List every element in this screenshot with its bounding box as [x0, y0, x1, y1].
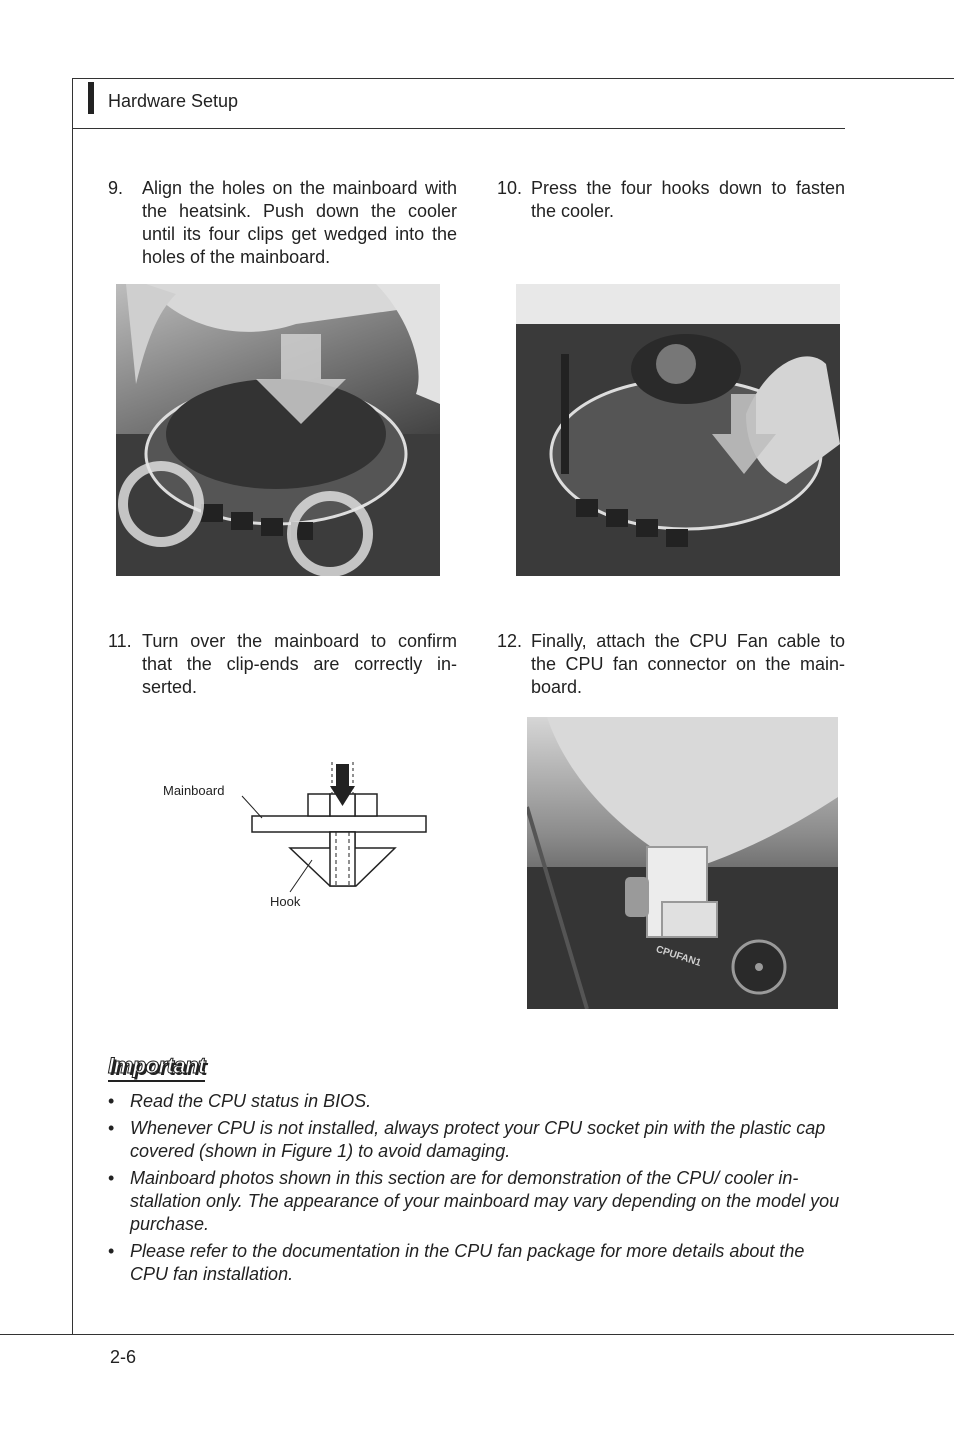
step-10	[497, 177, 845, 223]
header-marker	[88, 82, 94, 114]
step-12	[497, 630, 845, 699]
step-number: 12.	[497, 631, 523, 651]
left-rule	[72, 78, 73, 1335]
photo-fan-connector	[527, 717, 838, 1009]
photo-push-cooler	[116, 284, 440, 576]
list-item: • Whenever CPU is not installed, always protect your CPU socket pin with the plastic cap covered (shown in Figure 1) to avoid damaging.	[108, 1118, 826, 1161]
bullet-icon: •	[108, 1168, 115, 1188]
step-number: 11.	[108, 631, 132, 651]
step-text: Finally, attach the CPU Fan cable to the CPU fan connector on the main-board.	[531, 631, 845, 697]
list-item: • Mainboard photos shown in this section are for demonstration of the CPU/ cooler in-stallation only. The appearance of your mainboard may vary depending on the model you purchase.	[108, 1168, 840, 1234]
top-rule	[72, 78, 954, 79]
photo-press-hooks	[516, 284, 840, 576]
step-11	[108, 630, 457, 699]
bullet-icon: •	[108, 1091, 115, 1111]
photo-press-hooks-illustration	[516, 284, 840, 576]
bullet-icon: •	[108, 1241, 115, 1261]
step-9	[108, 177, 457, 269]
hook-diagram	[160, 758, 440, 918]
photo-fan-connector-illustration	[527, 717, 838, 1009]
step-text: Turn over the mainboard to confirm that the clip-ends are correctly in-serted.	[142, 631, 457, 697]
important-heading: Important	[108, 1053, 205, 1082]
cpufan-connector-label: CPUFAN1	[654, 944, 703, 969]
important-notes	[108, 1090, 845, 1290]
photo-push-cooler-illustration	[116, 284, 440, 576]
footer-rule	[0, 1334, 954, 1335]
section-title: Hardware Setup	[108, 91, 239, 111]
hook-label: Hook	[270, 894, 301, 909]
list-item: • Please refer to the documentation in the CPU fan package for more details about the CPU fan installation.	[108, 1241, 805, 1284]
list-item: • Read the CPU status in BIOS.	[108, 1091, 372, 1111]
step-number: 10.	[497, 178, 523, 198]
step-text: Align the holes on the mainboard with the heatsink. Push down the cooler until its four clips get wedged into the holes of the mainboard.	[142, 178, 457, 267]
header-rule	[72, 128, 845, 129]
step-number: 9.	[108, 178, 124, 198]
bullet-icon: •	[108, 1118, 115, 1138]
mainboard-label: Mainboard	[163, 783, 225, 798]
step-text: Press the four hooks down to fasten the cooler.	[531, 178, 845, 221]
page-number: 2-6	[110, 1347, 137, 1367]
